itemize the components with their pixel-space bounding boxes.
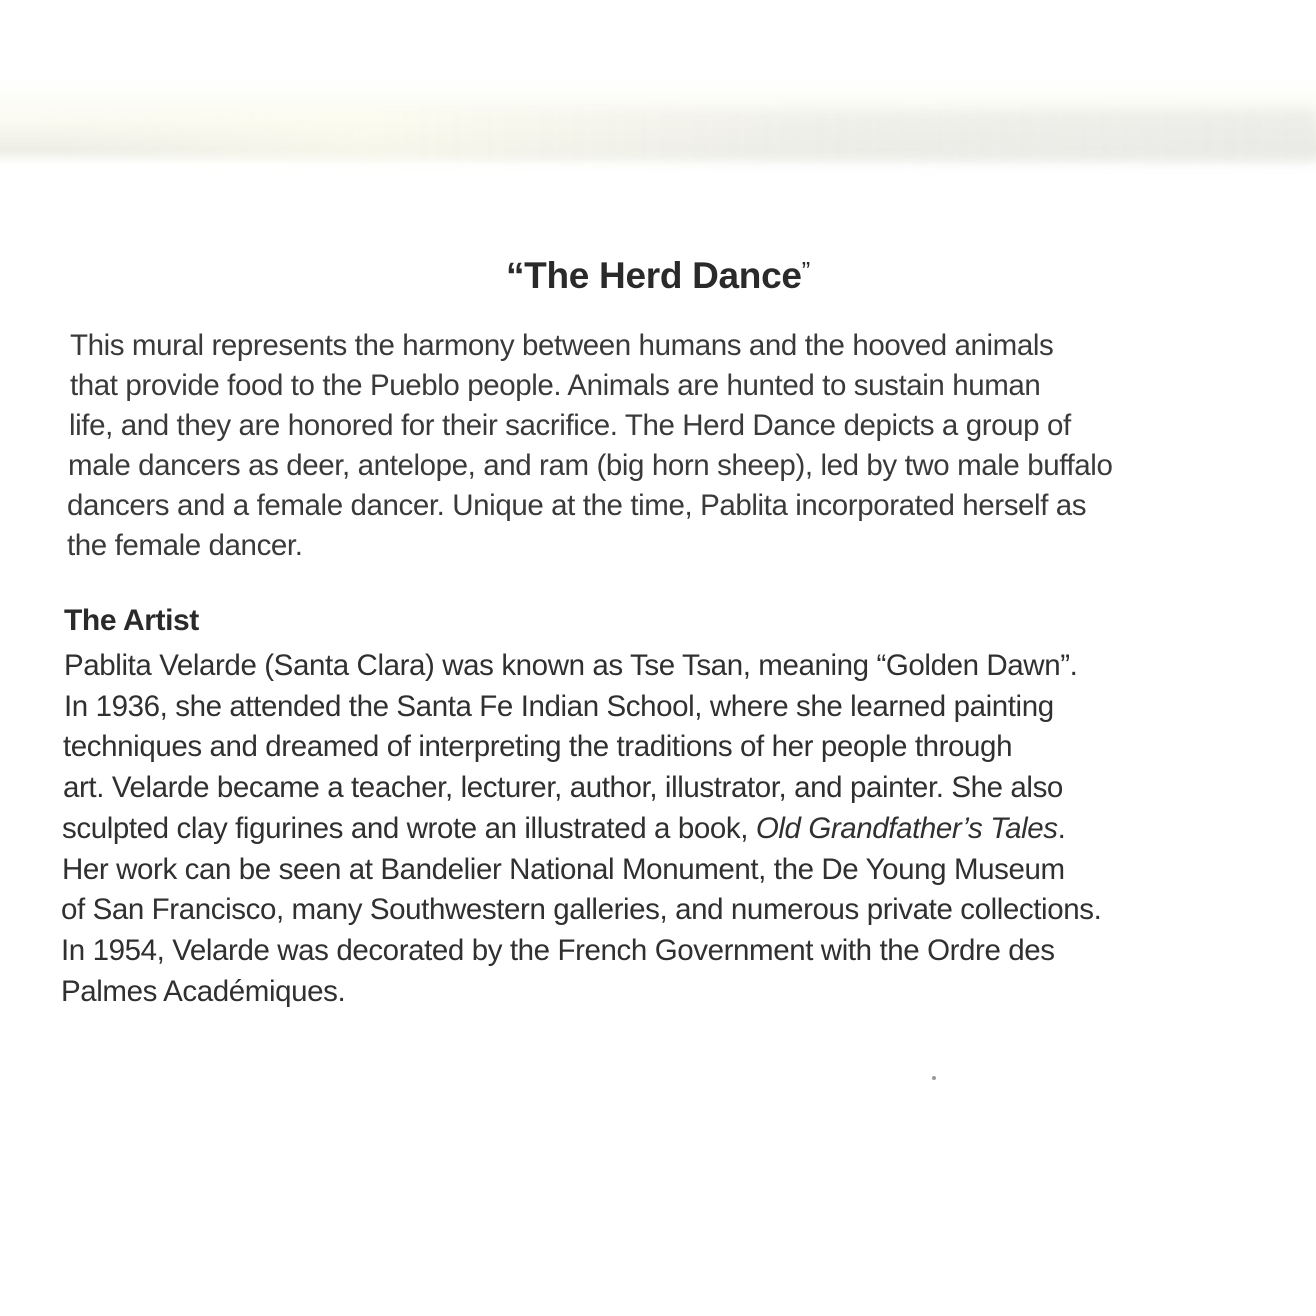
artist-bio-line	[62, 809, 1101, 850]
mural-description-line: life, and they are honored for their sacrifice. The Herd Dance depicts a group of	[69, 409, 1071, 442]
artist-biography	[61, 646, 1102, 1012]
mural-description-line: that provide food to the Pueblo people. Animals are hunted to sustain human	[70, 369, 1041, 402]
artist-heading: The Artist	[64, 604, 199, 637]
title-close-quote: ”	[801, 256, 811, 286]
dust-speck	[932, 1076, 936, 1080]
mural-description-line: male dancers as deer, antelope, and ram (big horn sheep), led by two male buffalo	[68, 449, 1113, 482]
mural-description-line: dancers and a female dancer. Unique at the time, Pablita incorporated herself as	[67, 489, 1087, 522]
artist-bio-line: In 1936, she attended the Santa Fe Indian School, where she learned painting	[64, 689, 1054, 723]
mural-description-line: This mural represents the harmony between humans and the hooved animals	[70, 329, 1054, 362]
artist-bio-line: techniques and dreamed of interpreting the traditions of her people through	[63, 730, 1013, 764]
book-title: Old Grandfather’s Tales	[755, 811, 1058, 845]
artwork-title	[0, 255, 1316, 297]
mural-description	[67, 326, 1113, 566]
artist-bio-line: Pablita Velarde (Santa Clara) was known as Tse Tsan, meaning “Golden Dawn”.	[64, 649, 1078, 682]
title-open-quote: “	[505, 255, 525, 296]
artist-bio-line: Palmes Académiques.	[61, 974, 346, 1008]
artist-bio-line: In 1954, Velarde was decorated by the French Government with the Ordre des	[61, 933, 1055, 967]
artist-bio-line: art. Velarde became a teacher, lecturer, author, illustrator, and painter. She also	[63, 771, 1063, 805]
artist-bio-line: Her work can be seen at Bandelier National Monument, the De Young Museum	[62, 852, 1065, 886]
title-text: The Herd Dance	[524, 255, 802, 296]
book-title-period: .	[1057, 811, 1066, 845]
artist-bio-line: of San Francisco, many Southwestern galleries, and numerous private collections.	[61, 893, 1102, 927]
artist-bio-line-text: sculpted clay figurines and wrote an illustrated a book,	[62, 811, 756, 845]
mural-description-line: the female dancer.	[67, 529, 303, 562]
